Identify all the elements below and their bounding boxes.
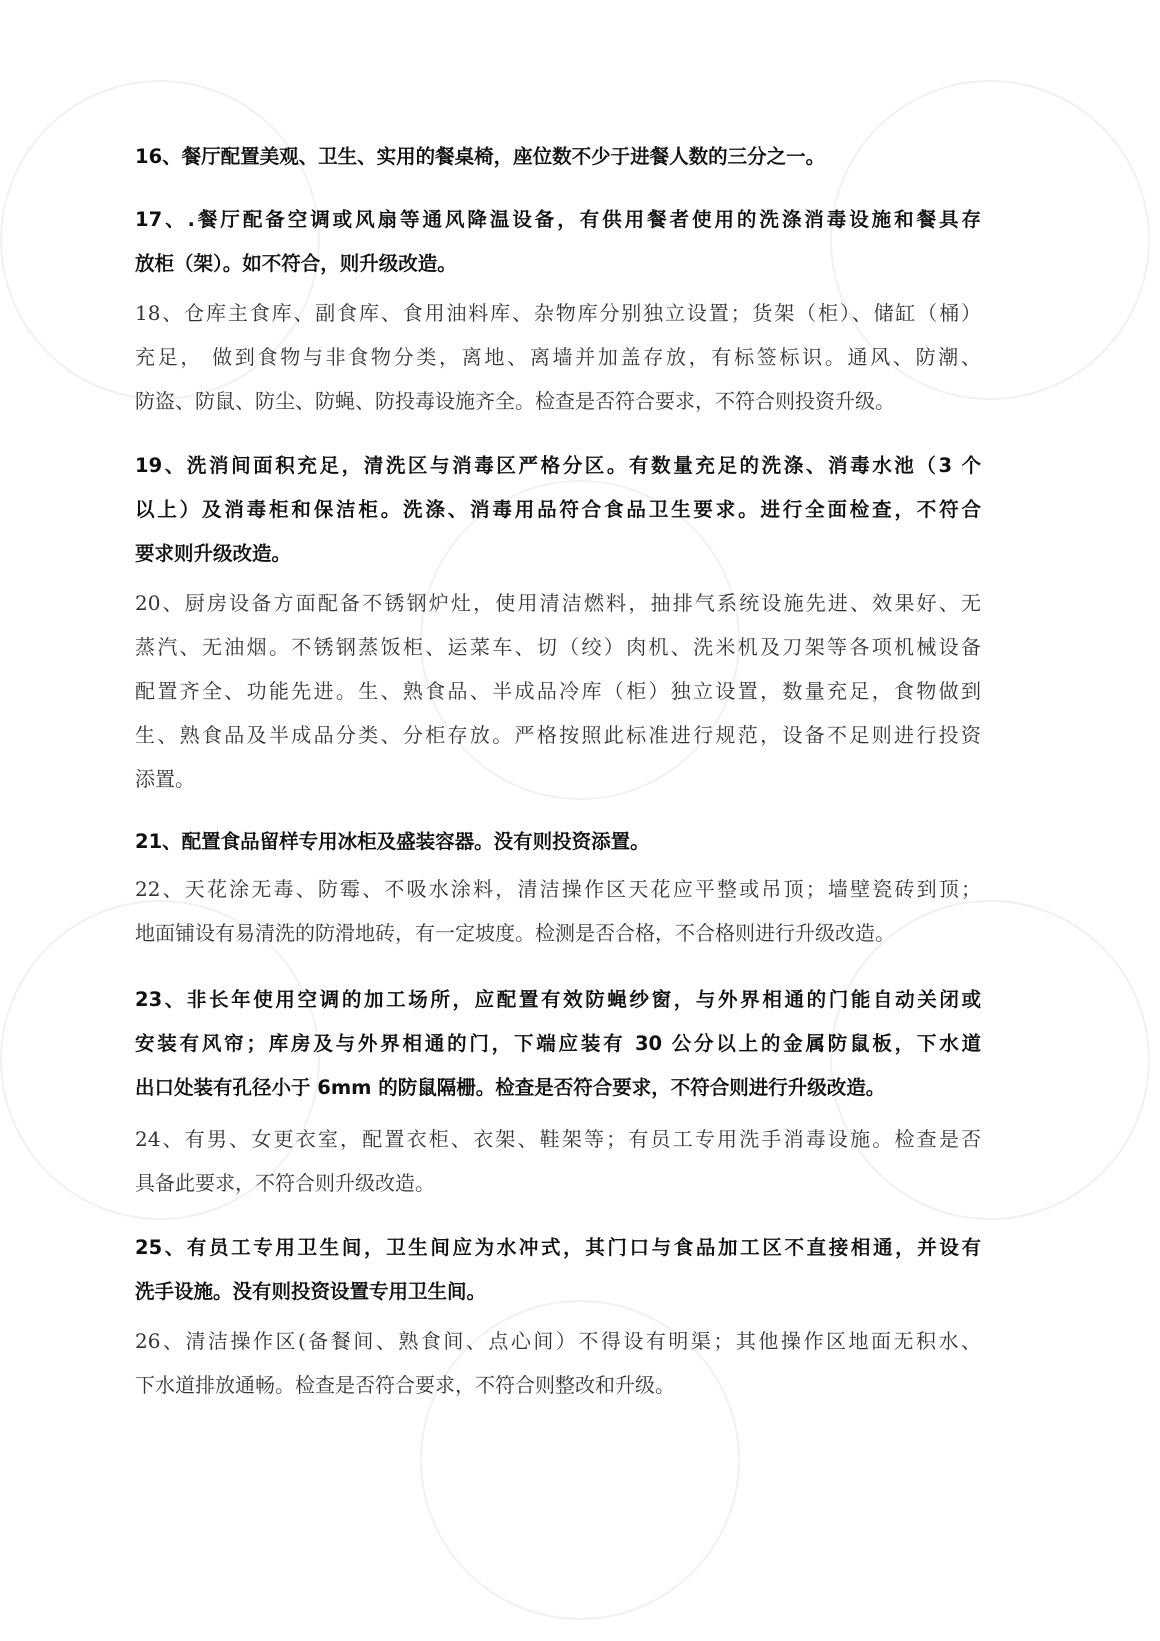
paragraph-line: 以上）及消毒柜和保洁柜。洗涤、消毒用品符合食品卫生要求。进行全面检查，不符合 [135,498,981,521]
paragraph-line: 放柜（架）。如不符合，则升级改造。 [135,252,457,275]
paragraph-line: 防盗、防鼠、防尘、防蝇、防投毒设施齐全。检查是否符合要求，不符合则投资升级。 [135,389,895,413]
paragraph-line: 安装有风帘；库房及与外界相通的门，下端应装有 30 公分以上的金属防鼠板，下水道 [135,1032,981,1055]
paragraph-line: 17、.餐厅配备空调或风扇等通风降温设备，有供用餐者使用的洗涤消毒设施和餐具存 [135,208,981,231]
paragraph-item [135,444,981,576]
paragraph-line: 出口处装有孔径小于 6mm 的防鼠隔栅。检查是否符合要求，不符合则进行升级改造。 [135,1076,886,1099]
paragraph-item [135,198,981,286]
paragraph-line: 22、天花涂无毒、防霉、不吸水涂料，清洁操作区天花应平整或吊顶；墙壁瓷砖到顶； [135,877,981,901]
paragraph-line: 生、熟食品及半成品分类、分柜存放。严格按照此标准进行规范，设备不足则进行投资 [135,723,981,747]
paragraph-item [135,978,981,1110]
paragraph-item [135,867,981,955]
paragraph-line: 18、仓库主食库、副食库、食用油料库、杂物库分别独立设置；货架（柜）、储缸（桶） [135,301,981,325]
paragraph-line: 充足， 做到食物与非食物分类，离地、离墙并加盖存放，有标签标识。通风、防潮、 [135,345,981,369]
paragraph-line: 添置。 [135,767,195,791]
paragraph-item [135,581,981,801]
paragraph-item [135,1319,981,1407]
paragraph-line: 24、有男、女更衣室，配置衣柜、衣架、鞋架等；有员工专用洗手消毒设施。检查是否 [135,1127,981,1151]
paragraph-line: 19、洗消间面积充足，清洗区与消毒区严格分区。有数量充足的洗涤、消毒水池（3 个 [135,454,981,477]
paragraph-item [135,1117,981,1205]
paragraph-line: 下水道排放通畅。检查是否符合要求，不符合则整改和升级。 [135,1373,675,1397]
paragraph-item [135,291,981,423]
paragraph-item [135,135,981,179]
paragraph-line: 洗手设施。没有则投资设置专用卫生间。 [135,1280,487,1303]
paragraph-line: 要求则升级改造。 [135,542,292,565]
paragraph-line: 16、餐厅配置美观、卫生、实用的餐桌椅，座位数不少于进餐人数的三分之一。 [135,145,826,168]
paragraph-line: 配置齐全、功能先进。生、熟食品、半成品冷库（柜）独立设置，数量充足，食物做到 [135,679,981,703]
paragraph-line: 23、非长年使用空调的加工场所，应配置有效防蝇纱窗，与外界相通的门能自动关闭或 [135,988,981,1011]
paragraph-line: 26、清洁操作区(备餐间、熟食间、点心间）不得设有明渠；其他操作区地面无积水、 [135,1329,981,1353]
paragraph-line: 20、厨房设备方面配备不锈钢炉灶，使用清洁燃料，抽排气系统设施先进、效果好、无 [135,591,981,615]
paragraph-line: 蒸汽、无油烟。不锈钢蒸饭柜、运菜车、切（绞）肉机、洗米机及刀架等各项机械设备 [135,635,981,659]
paragraph-line: 具备此要求，不符合则升级改造。 [135,1171,435,1195]
paragraph-line: 21、配置食品留样专用冰柜及盛装容器。没有则投资添置。 [135,830,650,853]
paragraph-line: 25、有员工专用卫生间，卫生间应为水冲式，其门口与食品加工区不直接相通，并设有 [135,1236,981,1259]
paragraph-item [135,1226,981,1314]
paragraph-line: 地面铺设有易清洗的防滑地砖，有一定坡度。检测是否合格，不合格则进行升级改造。 [135,921,895,945]
paragraph-item [135,820,981,864]
